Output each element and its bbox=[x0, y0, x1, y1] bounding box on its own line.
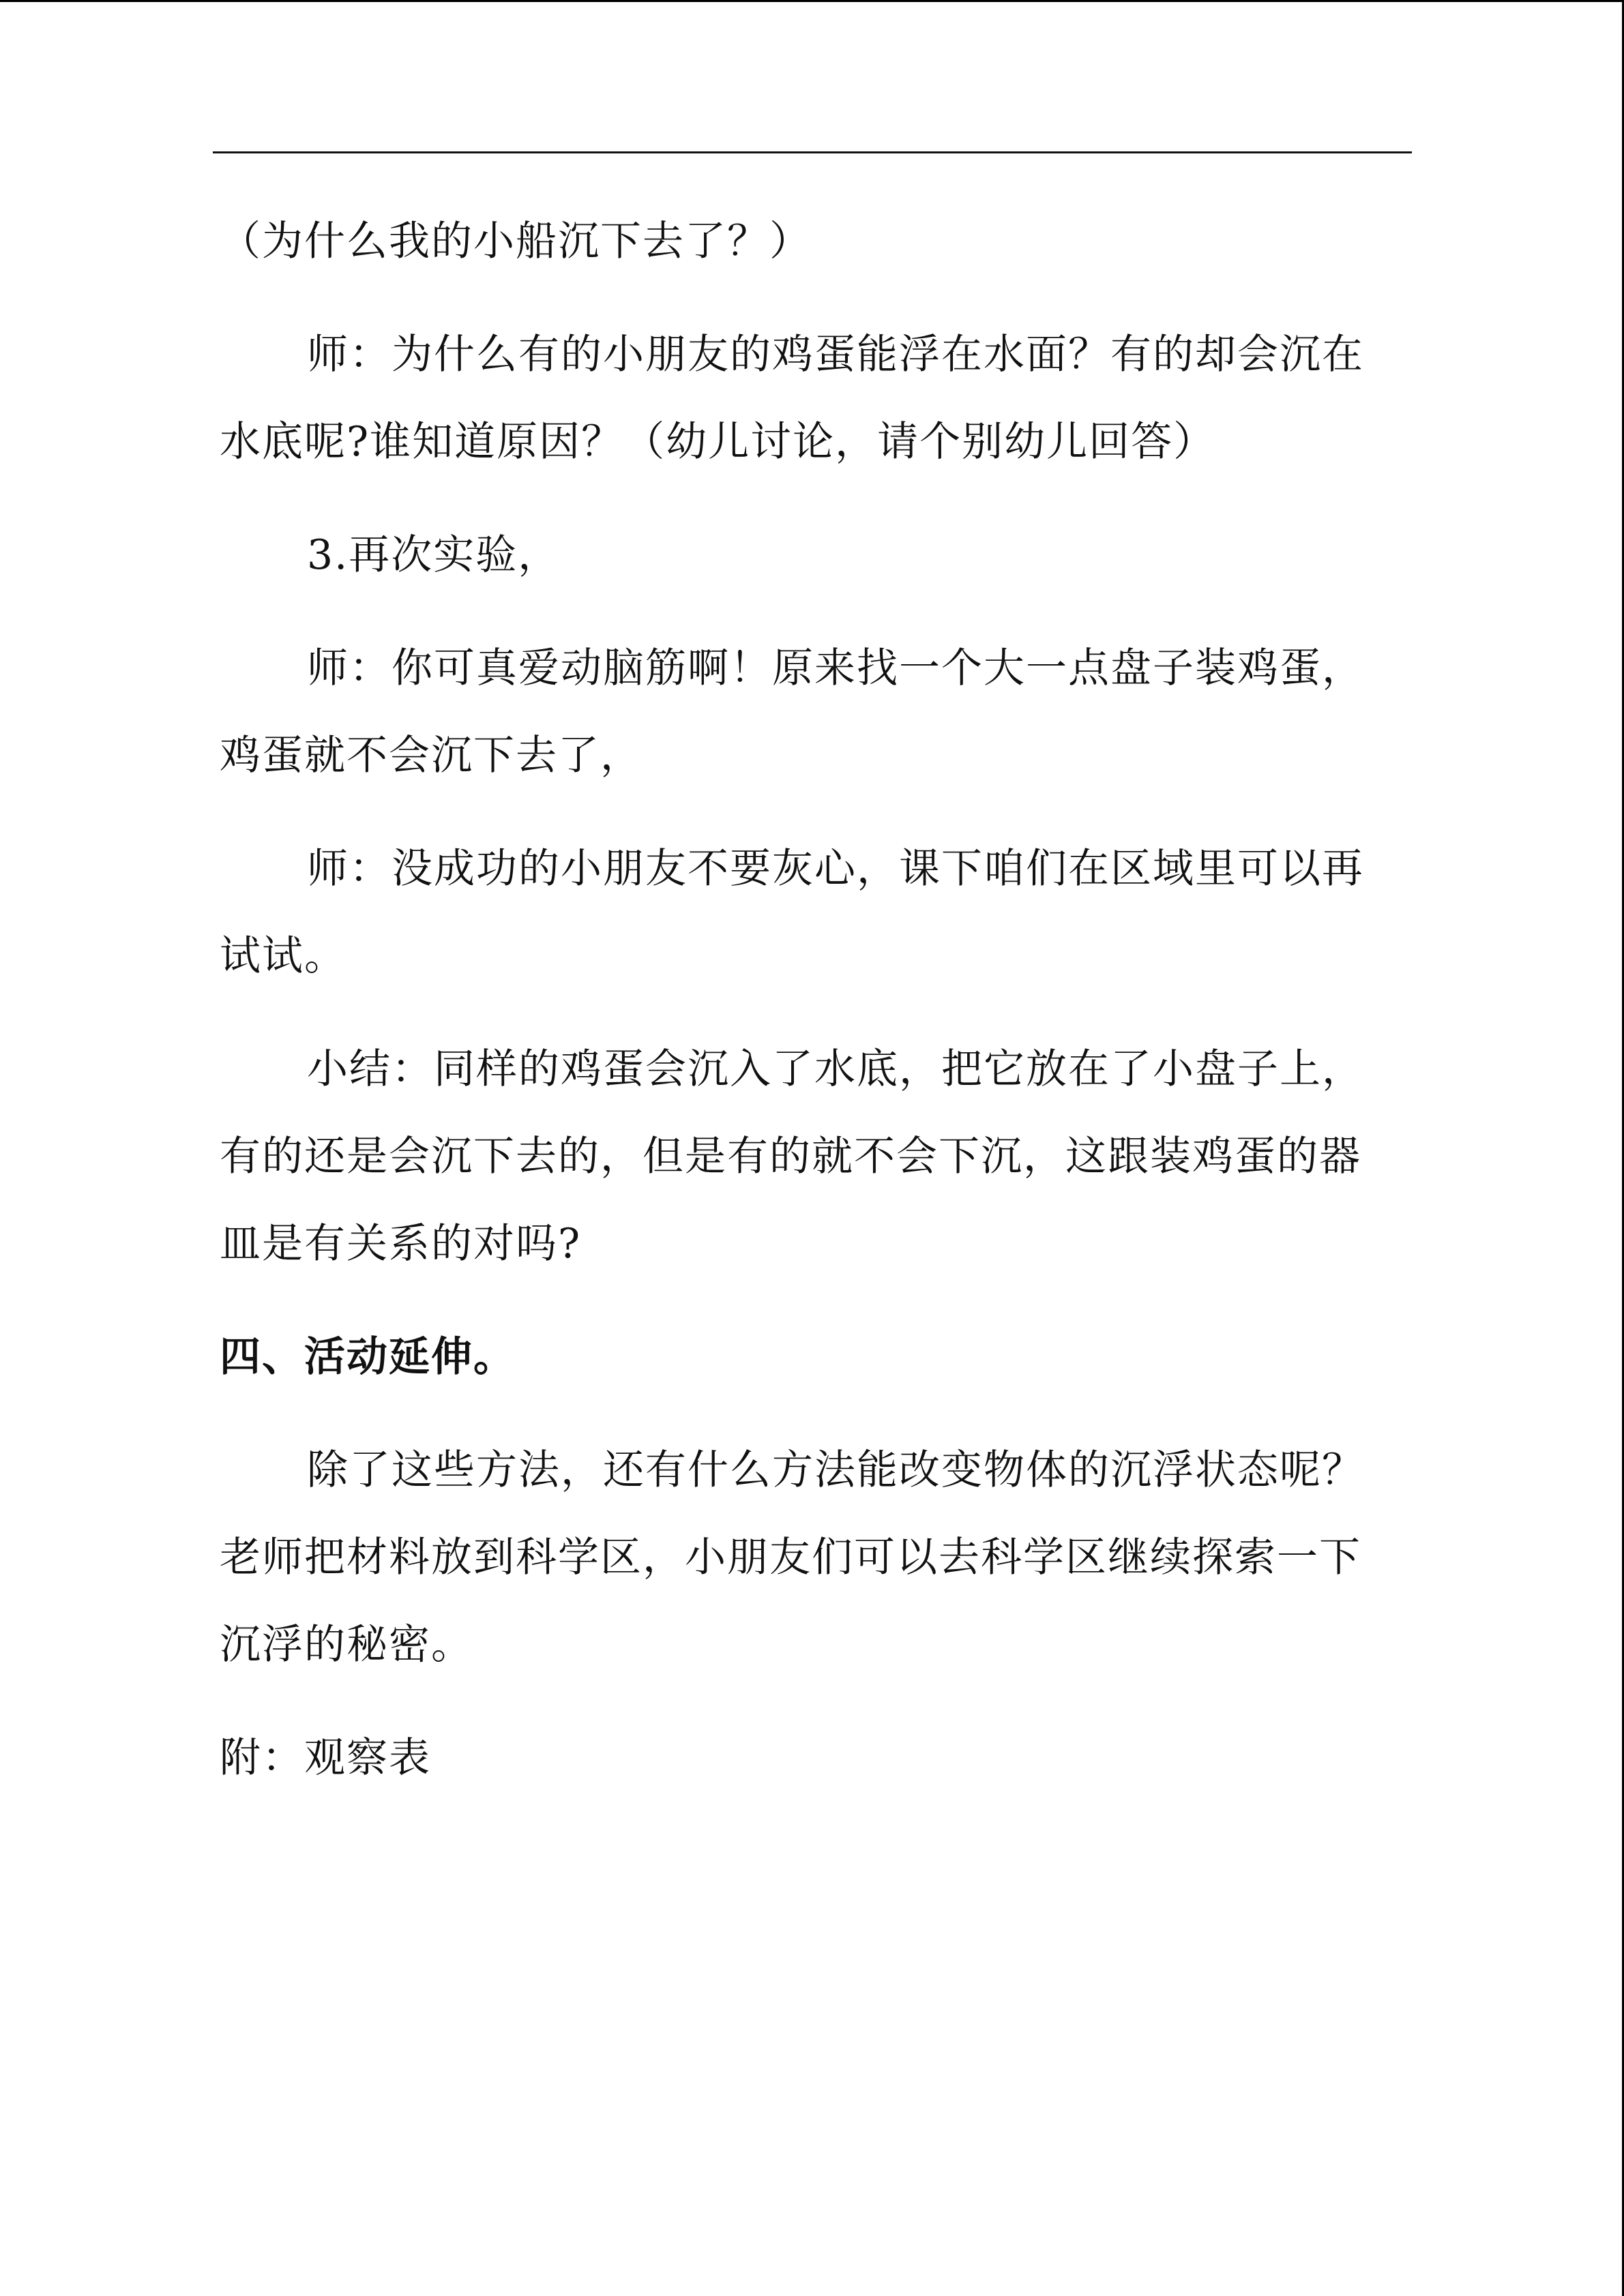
text-line: 皿是有关系的对吗? bbox=[220, 1220, 582, 1268]
text-line: 沉浮的秘密。 bbox=[220, 1621, 473, 1669]
text-line: 附：观察表 bbox=[220, 1734, 431, 1782]
paragraph-teacher-praise bbox=[220, 625, 1398, 799]
text-line: 试试。 bbox=[220, 932, 346, 980]
text-line: 除了这些方法，还有什么方法能改变物体的沉浮状态呢？ bbox=[307, 1446, 1364, 1494]
paragraph-appendix bbox=[220, 1714, 1398, 1802]
text-line: 师：没成功的小朋友不要灰心，课下咱们在区域里可以再 bbox=[307, 845, 1364, 893]
paragraph-experiment-again bbox=[220, 511, 1398, 599]
paragraph-teacher-encourage bbox=[220, 825, 1398, 1000]
document-body bbox=[220, 198, 1398, 1802]
paragraph-summary bbox=[220, 1026, 1398, 1287]
header-rule bbox=[213, 151, 1412, 153]
section-heading-extension: 四、活动延伸。 bbox=[220, 1333, 516, 1381]
paragraph-teacher-question bbox=[220, 311, 1398, 486]
text-line: 水底呢?谁知道原因？（幼儿讨论，请个别幼儿回答） bbox=[220, 418, 1216, 466]
paragraph-extension bbox=[220, 1427, 1398, 1688]
text-line: 鸡蛋就不会沉下去了， bbox=[220, 732, 643, 779]
text-line: 师：为什么有的小朋友的鸡蛋能浮在水面？有的却会沉在 bbox=[307, 331, 1364, 378]
text-line: 小结：同样的鸡蛋会沉入了水底，把它放在了小盘子上， bbox=[307, 1045, 1364, 1093]
text-line: （为什么我的小船沉下去了？） bbox=[220, 218, 812, 265]
text-line: 老师把材料放到科学区，小朋友们可以去科学区继续探索一下 bbox=[220, 1534, 1361, 1581]
text-line: 有的还是会沉下去的，但是有的就不会下沉，这跟装鸡蛋的器 bbox=[220, 1133, 1361, 1180]
page-border-top bbox=[0, 0, 1624, 2]
text-line: 师：你可真爱动脑筋啊！原来找一个大一点盘子装鸡蛋， bbox=[307, 644, 1364, 692]
text-line: 3.再次实验， bbox=[307, 531, 561, 579]
paragraph-boat-question bbox=[220, 198, 1398, 285]
